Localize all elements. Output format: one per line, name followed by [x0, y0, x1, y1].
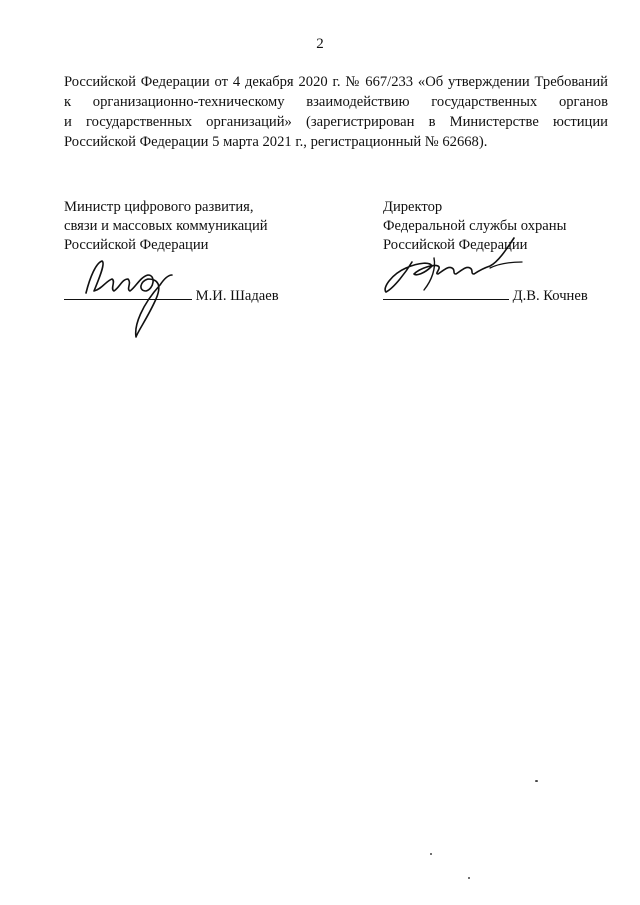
left-signatory-name: М.И. Шадаев: [195, 288, 279, 304]
scan-speck: [535, 780, 538, 782]
body-line: и государственных организаций» (зарегистрирован в Министерстве юстиции: [64, 114, 608, 130]
body-line: к организационно-техническому взаимодействию государственных органов: [64, 94, 608, 110]
scan-speck: [430, 853, 432, 855]
title-line: Директор: [383, 199, 443, 215]
title-line: Министр цифрового развития,: [64, 199, 254, 215]
scan-speck: [468, 877, 470, 879]
signature-rule: [383, 285, 509, 300]
signature-rule: [64, 285, 192, 300]
page-number: 2: [316, 36, 324, 52]
title-line: Федеральной службы охраны: [383, 218, 567, 234]
left-signature-line: [64, 285, 279, 305]
body-line: Российской Федерации 5 марта 2021 г., регистрационный № 62668).: [64, 134, 488, 150]
title-line: связи и массовых коммуникаций: [64, 218, 268, 234]
right-signatory-name: Д.В. Кочнев: [512, 288, 588, 304]
body-line: Российской Федерации от 4 декабря 2020 г. № 667/233 «Об утверждении Требований: [64, 74, 608, 90]
title-line: Российской Федерации: [383, 237, 528, 253]
body-paragraph: [64, 72, 608, 152]
right-signatory-title: [383, 198, 613, 255]
title-line: Российской Федерации: [64, 237, 209, 253]
left-signatory-title: [64, 198, 334, 255]
right-signature-line: [383, 285, 588, 305]
